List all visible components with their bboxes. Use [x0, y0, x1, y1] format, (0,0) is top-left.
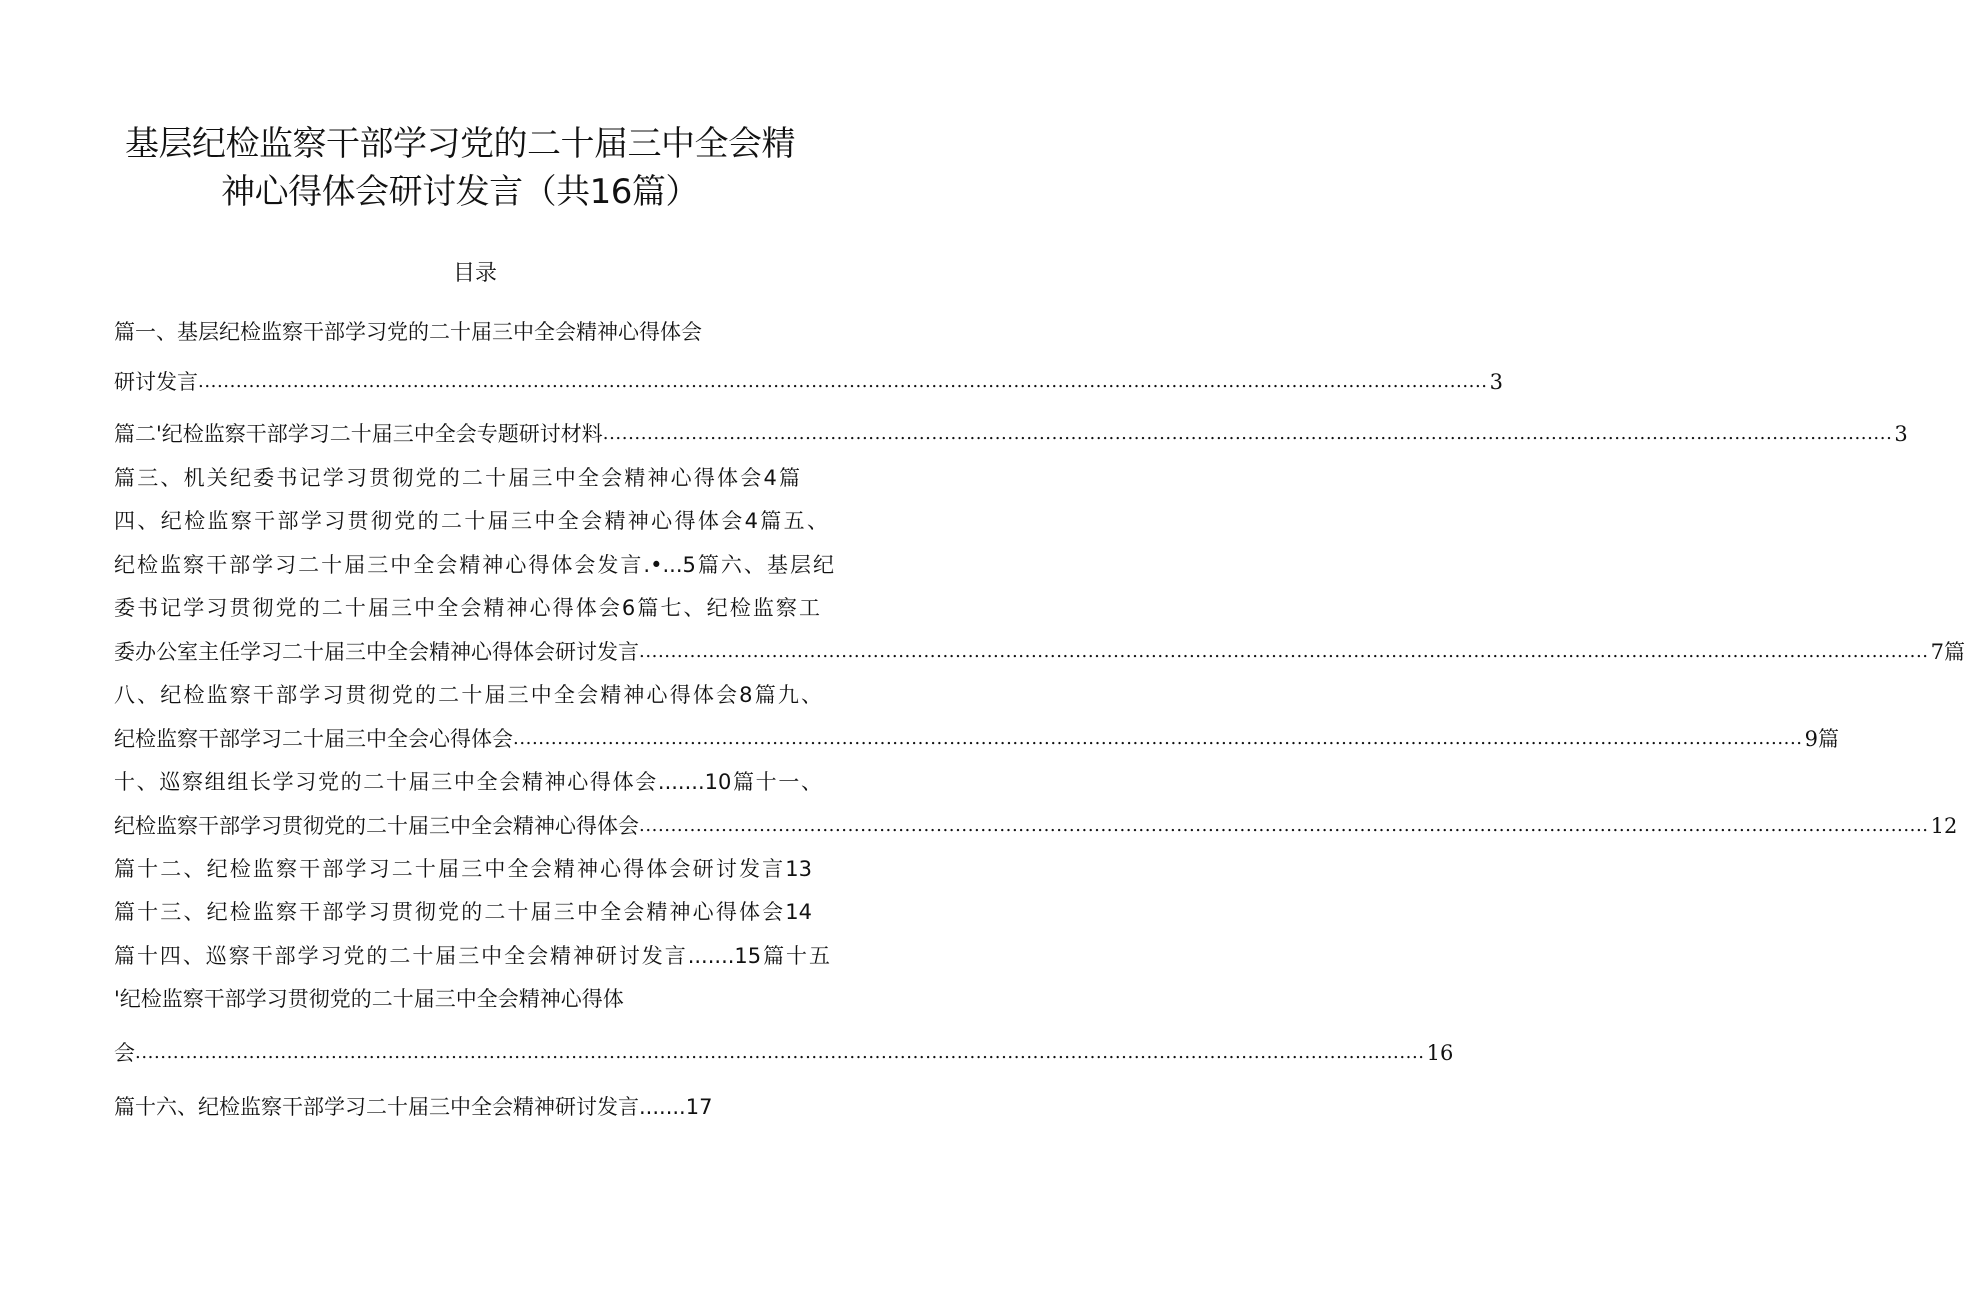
toc-entry-text: 委书记学习贯彻党的二十届三中全会精神心得体会6篇七、纪检监察工 — [114, 596, 820, 620]
toc-line-9[interactable] — [114, 675, 822, 715]
document-title-line-2: 神心得体会研讨发言（共16篇） — [221, 172, 699, 212]
toc-entry-text: '纪检监察干部学习贯彻党的二十届三中全会精神心得体 — [114, 987, 624, 1011]
toc-entry-text: 篇一、基层纪检监察干部学习党的二十届三中全会精神心得体会 — [114, 320, 702, 344]
dot-leader: ............................................................................................................................................................................................................ — [639, 815, 1929, 836]
toc-line-10[interactable] — [114, 719, 1839, 759]
toc-entry-text: 篇三、机关纪委书记学习贯彻党的二十届三中全会精神心得体会4篇 — [114, 466, 800, 490]
toc-entry-text: 篇十二、纪检监察干部学习二十届三中全会精神心得体会研讨发言13 — [114, 857, 812, 881]
dot-leader: ............................................................................................................................................................................................................ — [198, 371, 1488, 392]
toc-page-number: 3 — [1894, 422, 1908, 446]
dot-leader: ............................................................................................................................................................................................................ — [602, 423, 1893, 444]
toc-line-6[interactable] — [114, 545, 834, 585]
dot-leader: ............................................................................................................................................................................................................ — [135, 1042, 1425, 1063]
toc-line-16[interactable] — [114, 979, 714, 1019]
toc-entry-text: 篇十三、纪检监察干部学习贯彻党的二十届三中全会精神心得体会14 — [114, 900, 812, 924]
toc-line-11[interactable] — [114, 762, 822, 802]
toc-line-14[interactable] — [114, 892, 812, 932]
toc-entry-text: 研讨发言 — [114, 370, 198, 394]
toc-line-12[interactable] — [114, 806, 1958, 846]
dot-leader: ............................................................................................................................................................................................................ — [639, 641, 1929, 662]
toc-entry-text: 会 — [114, 1041, 135, 1065]
toc-line-7[interactable] — [114, 588, 820, 628]
toc-line-17[interactable] — [114, 1033, 1454, 1073]
toc-line-5[interactable] — [114, 501, 828, 541]
toc-line-4[interactable] — [114, 458, 800, 498]
toc-line-8[interactable] — [114, 632, 1965, 672]
toc-page-number: 3 — [1489, 370, 1503, 394]
toc-line-13[interactable] — [114, 849, 812, 889]
toc-entry-text: 纪检监察干部学习贯彻党的二十届三中全会精神心得体会 — [114, 814, 639, 838]
toc-page-number: 9篇 — [1804, 727, 1839, 751]
toc-entry-text: 篇十六、纪检监察干部学习二十届三中全会精神研讨发言.......17 — [114, 1095, 713, 1119]
toc-entry-text: 篇十四、巡察干部学习党的二十届三中全会精神研讨发言.......15篇十五 — [114, 944, 830, 968]
toc-page-number: 16 — [1426, 1041, 1454, 1065]
toc-entry-text: 纪检监察干部学习二十届三中全会心得体会 — [114, 727, 513, 751]
dot-leader: ............................................................................................................................................................................................................ — [513, 728, 1803, 749]
document-title-line-1: 基层纪检监察干部学习党的二十届三中全会精 — [125, 124, 795, 164]
toc-entry-text: 委办公室主任学习二十届三中全会精神心得体会研讨发言 — [114, 640, 639, 664]
toc-entry-text: 纪检监察干部学习二十届三中全会精神心得体会发言.•...5篇六、基层纪 — [114, 553, 834, 577]
toc-line-18[interactable] — [114, 1087, 774, 1127]
toc-entry-text: 篇二'纪检监察干部学习二十届三中全会专题研讨材料 — [114, 422, 603, 446]
toc-entry-text: 八、纪检监察干部学习贯彻党的二十届三中全会精神心得体会8篇九、 — [114, 683, 822, 707]
toc-page-number: 12 — [1930, 814, 1958, 838]
toc-entry-text: 十、巡察组组长学习党的二十届三中全会精神心得体会.......10篇十一、 — [114, 770, 822, 794]
toc-entry-text: 四、纪检监察干部学习贯彻党的二十届三中全会精神心得体会4篇五、 — [114, 509, 828, 533]
toc-line-2[interactable] — [114, 362, 1503, 402]
toc-line-1[interactable] — [114, 312, 774, 352]
toc-heading: 目录 — [452, 261, 497, 286]
toc-page-number: 7篇 — [1930, 640, 1965, 664]
toc-line-3[interactable] — [114, 414, 1908, 454]
toc-line-15[interactable] — [114, 936, 830, 976]
